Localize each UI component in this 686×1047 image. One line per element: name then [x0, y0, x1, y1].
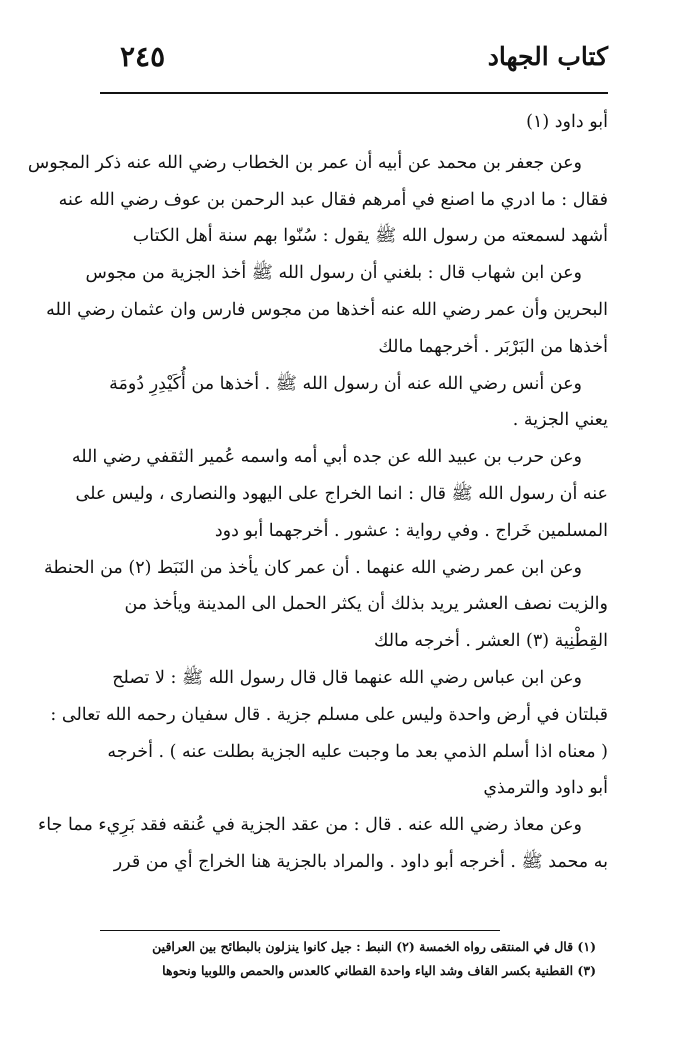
text-line: عنه أن رسول الله ﷺ قال : انما الخراج على اليهود والنصارى ، وليس على: [75, 483, 608, 504]
text-line: وعن جعفر بن محمد عن أبيه أن عمر بن الخطاب رضي الله عنه ذكر المجوس: [27, 152, 582, 173]
text-line: فقال : ما ادري ما اصنع في أمرهم فقال عبد الرحمن بن عوف رضي الله عنه: [58, 189, 608, 210]
header-rule: [100, 92, 608, 94]
page-header: [100, 38, 608, 94]
footnotes: [95, 935, 596, 983]
footnote: (٣) القطنية بكسر القاف وشد الياء واحدة القطاني كالعدس والحمص واللوبيا ونحوها: [162, 963, 596, 978]
main-text: [27, 104, 608, 881]
text-line: وعن ابن عباس رضي الله عنهما قال قال رسول الله ﷺ : لا تصلح: [112, 667, 582, 688]
text-line: وعن ابن شهاب قال : بلغني أن رسول الله ﷺ أخذ الجزية من مجوس: [85, 263, 582, 284]
text-line: أخذها من البَرْبَر . أخرجهما مالك: [378, 336, 608, 357]
text-line: والزيت نصف العشر يريد بذلك أن يكثر الحمل الى المدينة ويأخذ من: [124, 594, 608, 615]
text-line: أشهد لسمعته من رسول الله ﷺ يقول : سُنّوا بهم سنة أهل الكتاب: [132, 226, 608, 247]
text-line: المسلمين خَراج . وفي رواية : عشور . أخرجهما أبو دود: [214, 520, 608, 541]
text-line: يعني الجزية .: [512, 410, 608, 431]
footnote: (١) قال في المنتقى رواه الخمسة (٢) النبط : جيل كانوا ينزلون بالبطائح بين العراقين: [152, 939, 596, 954]
text-line: وعن حرب بن عبيد الله عن جده أبي أمه واسمه عُمير الثقفي رضي الله: [71, 447, 582, 468]
footnote-rule: [100, 930, 500, 931]
chapter-title: كتاب الجهاد: [487, 42, 608, 71]
text-line: وعن أنس رضي الله عنه أن رسول الله ﷺ . أخذها من أُكَيْدِرِ دُومَة: [109, 373, 582, 394]
text-line: البحرين وأن عمر رضي الله عنه أخذها من مجوس فارس وان عثمان رضي الله: [46, 299, 608, 320]
text-line: وعن ابن عمر رضي الله عنهما . أن عمر كان يأخذ من النَبَط (٢) من الحنطة: [44, 557, 582, 578]
page-number: ٢٤٥: [120, 40, 166, 73]
text-line: أبو داود والترمذي: [483, 778, 608, 799]
text-line: قبلتان في أرض واحدة وليس على مسلم جزية . قال سفيان رحمه الله تعالى :: [50, 704, 608, 725]
text-line: وعن معاذ رضي الله عنه . قال : من عقد الجزية في عُنقه فقد بَرِيء مما جاء: [38, 815, 582, 836]
text-line: ( معناه اذا أسلم الذمي بعد ما وجبت عليه الجزية بطلت عنه ) . أخرجه: [107, 741, 608, 762]
text-line: به محمد ﷺ . أخرجه أبو داود . والمراد بالجزية هنا الخراج أي من قرر: [113, 851, 608, 872]
text-line: القِطْنِية (٣) العشر . أخرجه مالك: [373, 631, 608, 652]
text-line: أبو داود (١): [526, 112, 608, 132]
